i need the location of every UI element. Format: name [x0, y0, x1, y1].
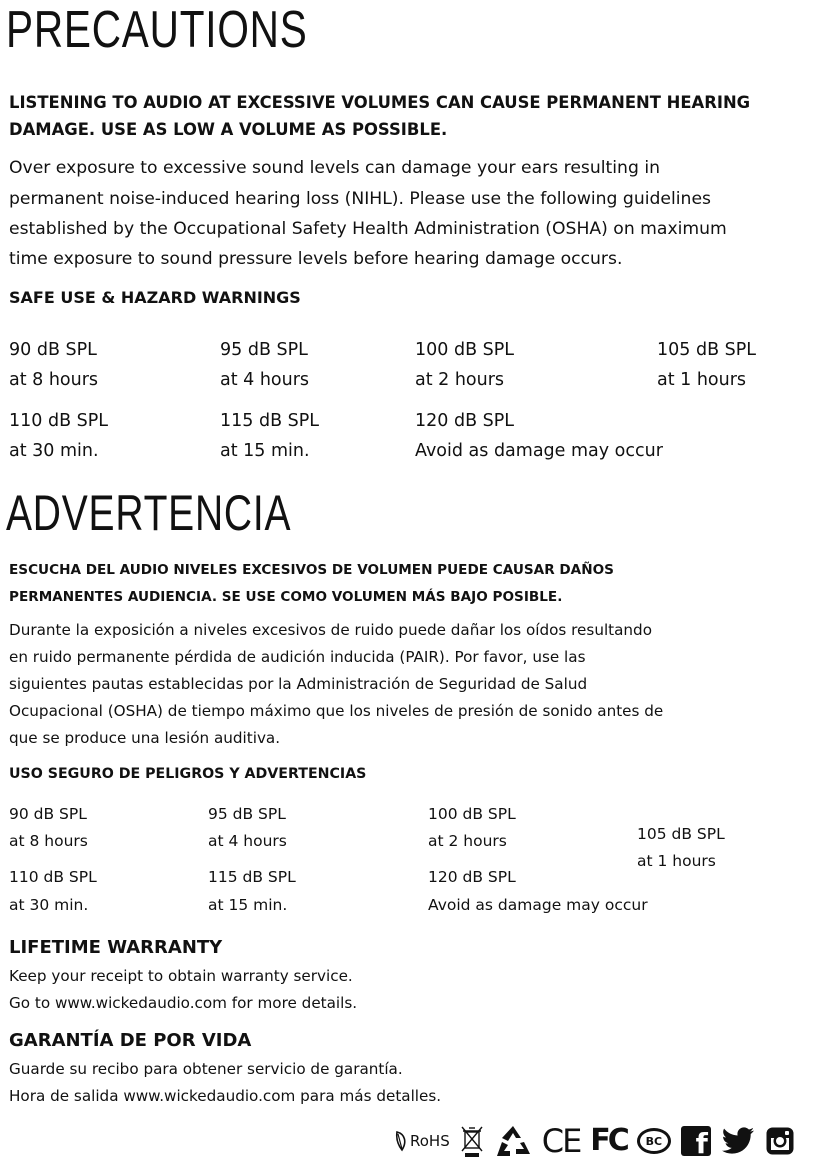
english-time-115: at 15 min.	[220, 441, 310, 461]
precautions-title: PRECAUTIONS	[6, 1, 308, 59]
advertencia-title: ADVERTENCIA	[6, 485, 292, 541]
english-table-title: SAFE USE & HAZARD WARNINGS	[9, 288, 301, 307]
spanish-warning-line-1: ESCUCHA DEL AUDIO NIVELES EXCESIVOS DE VOLUMEN PUEDE CAUSAR DAÑOS	[9, 562, 614, 578]
warranty-line-1: Keep your receipt to obtain warranty service.	[9, 967, 353, 985]
facebook-letter: f	[695, 1126, 708, 1156]
garantia-title: GARANTÍA DE POR VIDA	[9, 1030, 252, 1051]
english-warning-line-1: LISTENING TO AUDIO AT EXCESSIVE VOLUMES CAN CAUSE PERMANENT HEARING	[9, 93, 751, 112]
english-level-100: 100 dB SPL	[415, 340, 515, 360]
spanish-time-115: at 15 min.	[208, 896, 288, 914]
english-level-120: 120 dB SPL	[415, 411, 515, 431]
spanish-time-95: at 4 hours	[208, 832, 287, 850]
english-time-120: Avoid as damage may occur	[415, 441, 663, 461]
warranty-line-2: Go to www.wickedaudio.com for more details.	[9, 994, 358, 1012]
english-time-95: at 4 hours	[220, 370, 310, 390]
english-warning-line-2: DAMAGE. USE AS LOW A VOLUME AS POSSIBLE.	[9, 120, 448, 139]
bc-mark	[637, 1128, 671, 1154]
english-body-line-1: Over exposure to excessive sound levels can damage your ears resulting in	[9, 158, 660, 178]
english-time-100: at 2 hours	[415, 370, 505, 390]
spanish-body-line-2: en ruido permanente pérdida de audición inducida (PAIR). Por favor, use las	[9, 648, 586, 666]
spanish-level-120: 120 dB SPL	[428, 868, 516, 886]
spanish-body-line-3: siguientes pautas establecidas por la Administración de Seguridad de Salud	[9, 675, 588, 693]
recycle-icon	[494, 1124, 532, 1158]
twitter-icon[interactable]	[721, 1127, 755, 1155]
spanish-time-90: at 8 hours	[9, 832, 88, 850]
warranty-title: LIFETIME WARRANTY	[9, 937, 223, 958]
english-level-105: 105 dB SPL	[657, 340, 757, 360]
english-time-105: at 1 hours	[657, 370, 747, 390]
spanish-level-100: 100 dB SPL	[428, 805, 516, 823]
spanish-time-110: at 30 min.	[9, 896, 89, 914]
english-body-line-4: time exposure to sound pressure levels before hearing damage occurs.	[9, 249, 623, 269]
spanish-warning-line-2: PERMANENTES AUDIENCIA. SE USE COMO VOLUMEN MÁS BAJO POSIBLE.	[9, 589, 563, 605]
instagram-icon[interactable]	[765, 1126, 795, 1156]
rohs-label: RoHS	[410, 1132, 450, 1150]
spanish-body-line-1: Durante la exposición a niveles excesivos de ruido puede dañar los oídos resultando	[9, 621, 652, 639]
spanish-time-100: at 2 hours	[428, 832, 507, 850]
spanish-time-105: at 1 hours	[637, 852, 716, 870]
garantia-line-1: Guarde su recibo para obtener servicio de garantía.	[9, 1060, 403, 1078]
fc-mark: FC	[590, 1123, 627, 1158]
rohs-leaf-icon	[395, 1130, 409, 1152]
spanish-level-105: 105 dB SPL	[637, 825, 725, 843]
facebook-icon[interactable]	[681, 1126, 711, 1156]
spanish-body-line-4: Ocupacional (OSHA) de tiempo máximo que los niveles de presión de sonido antes de	[9, 702, 664, 720]
english-body-line-2: permanent noise-induced hearing loss (NIHL). Please use the following guidelines	[9, 189, 711, 209]
spanish-level-110: 110 dB SPL	[9, 868, 97, 886]
english-body-line-3: established by the Occupational Safety Health Administration (OSHA) on maximum	[9, 219, 727, 239]
bc-label: BC	[645, 1134, 663, 1148]
english-level-90: 90 dB SPL	[9, 340, 97, 360]
english-time-90: at 8 hours	[9, 370, 99, 390]
weee-bin-icon	[460, 1124, 484, 1158]
spanish-level-95: 95 dB SPL	[208, 805, 286, 823]
english-level-115: 115 dB SPL	[220, 411, 320, 431]
certification-icons	[395, 1116, 805, 1166]
english-level-110: 110 dB SPL	[9, 411, 109, 431]
spanish-level-115: 115 dB SPL	[208, 868, 296, 886]
rohs-mark	[395, 1126, 450, 1156]
garantia-line-2: Hora de salida www.wickedaudio.com para más detalles.	[9, 1087, 442, 1105]
spanish-time-120: Avoid as damage may occur	[428, 896, 648, 914]
english-time-110: at 30 min.	[9, 441, 99, 461]
spanish-body-line-5: que se produce una lesión auditiva.	[9, 729, 281, 747]
ce-mark: CE	[541, 1122, 581, 1160]
spanish-table-title: USO SEGURO DE PELIGROS Y ADVERTENCIAS	[9, 766, 367, 782]
english-level-95: 95 dB SPL	[220, 340, 308, 360]
spanish-level-90: 90 dB SPL	[9, 805, 87, 823]
